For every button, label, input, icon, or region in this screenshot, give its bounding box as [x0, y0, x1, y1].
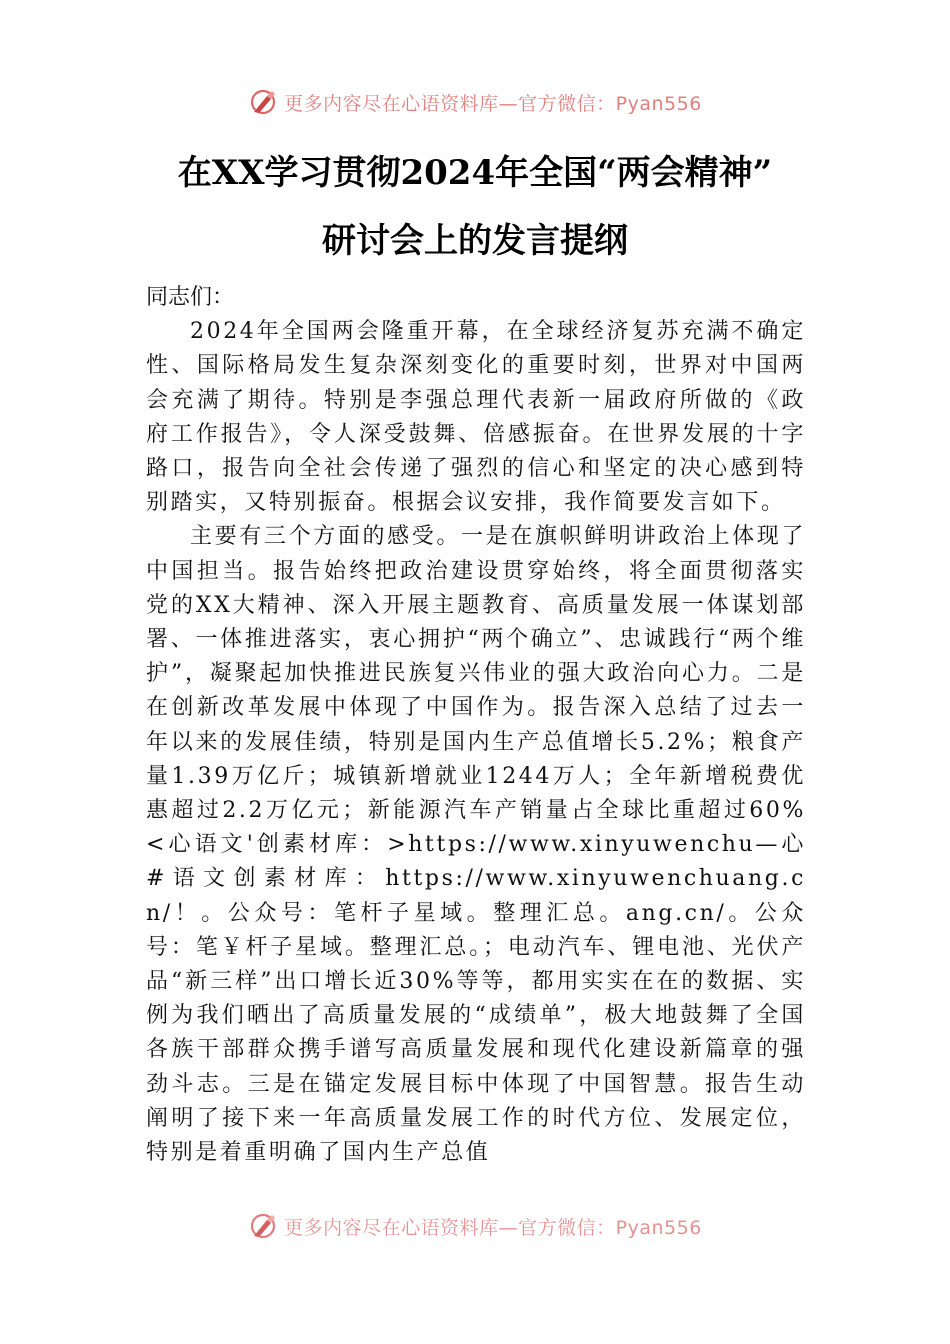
pen-nib-logo-icon: [248, 87, 278, 117]
document-body: [146, 281, 806, 1216]
salutation: 同志们：: [146, 285, 235, 310]
watermark-banner-bottom: [0, 1209, 950, 1243]
watermark-text: 更多内容尽在心语资料库—官方微信：Pyan556: [284, 1216, 702, 1239]
title-line-1: 在XX学习贯彻2024年全国“两会精神”: [177, 153, 773, 193]
pen-nib-logo-icon: [248, 1211, 278, 1241]
watermark-banner-top: [0, 85, 950, 119]
watermark-text: 更多内容尽在心语资料库—官方微信：Pyan556: [284, 92, 702, 115]
paragraph-2: 主要有三个方面的感受。一是在旗帜鲜明讲政治上体现了中国担当。报告始终把政治建设贯穿始终，将全面贯彻落实党的XX大精神、深入开展主题教育、高质量发展一体谋划部署、一体推进落实，衷心拥护“两个确立”、忠诚践行“两个维护”，凝聚起加快推进民族复兴伟业的强大政治向心力。二是在创新改革发展中体现了中国作为。报告深入总结了过去一年以来的发展佳绩，特别是国内生产总值增长5.2%；粮食产量1.39万亿斤；城镇新增就业1244万人；全年新增税费优惠超过2.2万亿元；新能源汽车产销量占全球比重超过60%<心语文'创素材库：>https://www.xinyuwenchu—心#语文创素材库：https://www.xinyuwenchuang.cn/！。公众号：笔杆子星域。整理汇总。ang.cn/。公众号：笔￥杆子星域。整理汇总。；电动汽车、锂电池、光伏产品“新三样”出口增长近30%等等，都用实实在在的数据、实例为我们晒出了高质量发展的“成绩单”，极大地鼓舞了全国各族干部群众携手谱写高质量发展和现代化建设新篇章的强劲斗志。三是在锚定发展目标中体现了中国智慧。报告生动阐明了接下来一年高质量发展工作的时代方位、发展定位，特别是着重明确了国内生产总值: [146, 524, 806, 1166]
paragraph-1: 2024年全国两会隆重开幕，在全球经济复苏充满不确定性、国际格局发生复杂深刻变化的重要时刻，世界对中国两会充满了期待。特别是李强总理代表新一届政府所做的《政府工作报告》，令人深受鼓舞、倍感振奋。在世界发展的十字路口，报告向全社会传递了强烈的信心和坚定的决心感到特别踏实，又特别振奋。根据会议安排，我作简要发言如下。: [146, 319, 806, 516]
title-line-2: 研讨会上的发言提纲: [322, 221, 628, 261]
